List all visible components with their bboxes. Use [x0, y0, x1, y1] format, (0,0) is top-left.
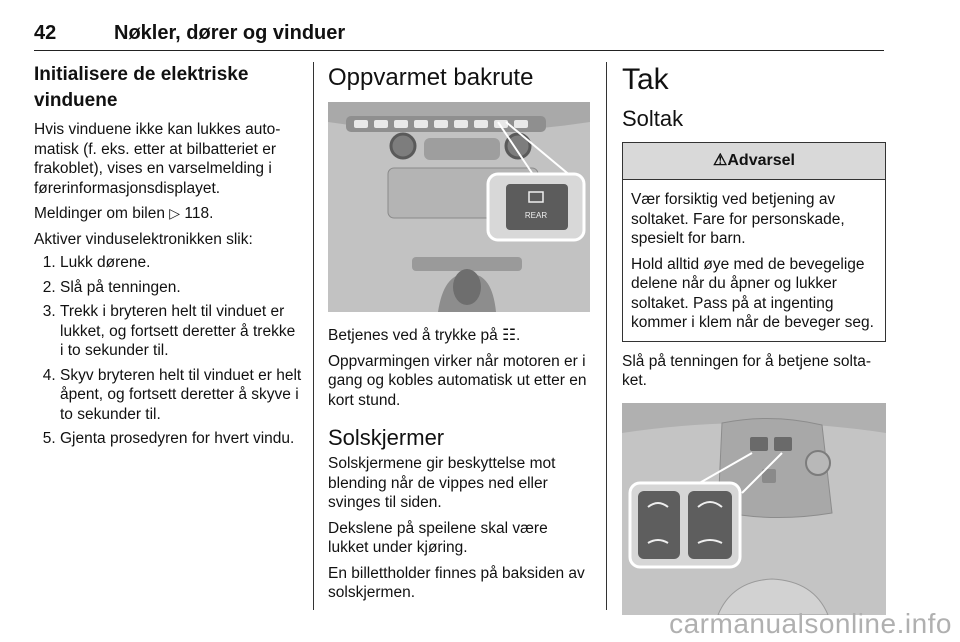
messages-ref: 118.	[184, 205, 214, 222]
section-heading-windows: Initialisere de elektriske vinduene	[34, 64, 249, 111]
warning-header	[623, 143, 885, 180]
warning-icon: ⚠	[713, 152, 728, 169]
section-heading-sun-visors: Solskjermer	[328, 425, 445, 450]
column-windows	[34, 62, 302, 454]
rear-defrost-icon: ☷	[502, 327, 516, 344]
list-item: 3. Trekk i bryteren helt til vinduet er lukket, og fortsett deretter å trekke i to sekunder til.	[60, 302, 302, 361]
warning-body	[623, 180, 885, 341]
column-divider	[606, 62, 607, 610]
paragraph-operate: Betjenes ved å trykke på ☷.	[328, 327, 521, 344]
page-header	[34, 22, 884, 51]
rear-button-label: REAR	[524, 211, 548, 220]
paragraph-sun-2: Dekslene på speilene skal være lukket under kjøring.	[328, 519, 548, 556]
paragraph-ignition: Slå på tenningen for å betjene solta-ket.	[622, 352, 872, 389]
column-divider	[313, 62, 314, 610]
messages-text: Meldinger om bilen	[34, 205, 165, 222]
paragraph-intro: Hvis vinduene ikke kan lukkes auto-matisk (f. eks. etter at bilbatteriet er frakoblet), vises en varselmelding i førerinformasjonsdisplayet.	[34, 121, 281, 197]
warning-box	[622, 142, 886, 342]
dashboard-illustration	[328, 102, 590, 312]
paragraph-sun-3: En billettholder finnes på baksiden av solskjermen.	[328, 564, 585, 601]
section-heading-roof: Tak	[622, 63, 669, 96]
watermark: carmanualsonline.info	[669, 608, 952, 639]
chapter-title: Nøkler, dører og vinduer	[114, 22, 346, 44]
rear-window-switch-photo	[328, 102, 590, 312]
warning-paragraph-2: Hold alltid øye med de bevegelige delene når du åpner og lukker soltaket. Pass på at ingenting kommer i klem når de beveger seg.	[631, 255, 874, 331]
subheading-sunroof: Soltak	[622, 106, 684, 131]
paragraph-messages	[34, 204, 302, 224]
list-item: 1. Lukk dørene.	[60, 253, 302, 273]
page-ref-icon: ▷	[169, 205, 181, 221]
page-number: 42	[34, 22, 57, 44]
paragraph-sun-1: Solskjermene gir beskyttelse mot blending når de vippes ned eller svinges til siden.	[328, 455, 556, 511]
warning-paragraph-1: Vær forsiktig ved betjening av soltaket. Fare for personskade, spesielt for barn.	[631, 191, 845, 247]
section-heading-rear-window: Oppvarmet bakrute	[328, 64, 534, 91]
steps-list	[34, 253, 302, 449]
list-item: 4. Skyv bryteren helt til vinduet er helt åpent, og fortsett deretter å skyve i to sekunder til.	[60, 366, 302, 425]
paragraph-steps-intro: Aktiver vinduselektronikken slik:	[34, 230, 253, 248]
list-item: 2. Slå på tenningen.	[60, 278, 302, 298]
list-item: 5. Gjenta prosedyren for hvert vindu.	[60, 429, 302, 449]
column-roof	[622, 62, 886, 615]
warning-title: Advarsel	[727, 152, 795, 169]
sunroof-switch-photo	[622, 403, 886, 615]
operate-text: Betjenes ved å trykke på	[328, 327, 498, 344]
column-rear-window	[328, 62, 590, 603]
overhead-console-illustration	[622, 403, 886, 615]
paragraph-heating: Oppvarmingen virker når motoren er i gang og kobles automatisk ut etter en kort stund.	[328, 352, 587, 409]
